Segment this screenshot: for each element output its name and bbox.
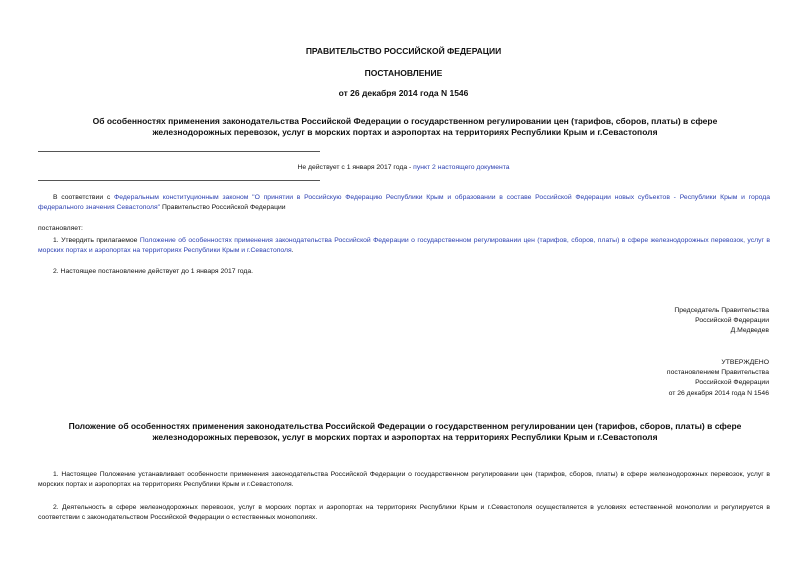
regulation-title-line2: железнодорожных перевозок, услуг в морских портах и аэропортах на территориях Республики Крым и г.Севастополя [152, 432, 658, 443]
top-divider [38, 151, 320, 152]
regulation-title-line1: Положение об особенностях применения законодательства Российской Федерации о государственном регулировании цен (тарифов, сборов, платы) в сфере [68, 421, 742, 431]
preamble-law-link[interactable]: Федеральным конституционным законом "О принятии в Российскую Федерацию Республики Крым и образовании в составе Российской Федерации новых субъектов - Республики Крым и города федерального значения Севастополя" [38, 194, 770, 211]
signature-line1: Председатель Правительства [674, 307, 769, 314]
bottom-divider [38, 180, 320, 181]
status-note-text: Не действует с 1 января 2017 года - [297, 164, 414, 171]
signature-block [674, 306, 769, 337]
signature-line3: Д.Медведев [730, 327, 769, 335]
approval-line1: УТВЕРЖДЕНО [721, 359, 769, 366]
item-1-regulation-link[interactable]: Положение об особенностях применения законодательства Российской Федерации о государственном регулировании цен (тарифов, сборов, платы) в сфере железнодорожных перевозок, услуг в морских портах и аэропортах на территориях Республики Крым и г.Севастополя [38, 237, 771, 254]
status-note [0, 164, 807, 172]
approval-block [667, 358, 769, 399]
document-date-number: от 26 декабря 2014 года N 1546 [338, 88, 469, 98]
document-title-line1: Об особенностях применения законодательства Российской Федерации о государственном регулировании цен (тарифов, сборов, платы) в сфере [92, 116, 718, 126]
approval-line3: Российской Федерации [695, 379, 769, 387]
regulation-paragraph-2: 2. Деятельность в сфере железнодорожных перевозок, услуг в морских портах и аэропортах на территориях Республики Крым и г.Севастополя осуществляется в условиях естественной монополии и регулируется в соответствии с законодательством Российской Федерации о естественных монополиях. [38, 504, 770, 521]
document-title [60, 116, 750, 138]
item-1-paragraph [38, 236, 770, 256]
approval-line2: постановлением Правительства [666, 369, 769, 377]
document-type-heading: ПОСТАНОВЛЕНИЕ [364, 68, 443, 78]
regulation-title [60, 421, 750, 443]
preamble-paragraph [38, 193, 770, 213]
preamble-tail: Правительство Российской Федерации [160, 203, 286, 211]
approval-line4: от 26 декабря 2014 года N 1546 [668, 389, 769, 397]
item-2-paragraph: 2. Настоящее постановление действует до 1 января 2017 года. [53, 268, 254, 275]
item-1-tail: . [291, 246, 294, 254]
resolves-text: постановляет: [38, 225, 83, 232]
item-1-lead: 1. Утвердить прилагаемое [53, 237, 140, 244]
document-title-line2: железнодорожных перевозок, услуг в морских портах и аэропортах на территориях Республики Крым и г.Севастополя [152, 127, 658, 138]
signature-line2: Российской Федерации [695, 317, 769, 325]
preamble-lead: В соответствии с [53, 194, 115, 201]
government-heading: ПРАВИТЕЛЬСТВО РОССИЙСКОЙ ФЕДЕРАЦИИ [305, 46, 502, 56]
regulation-paragraph-1: 1. Настоящее Положение устанавливает особенности применения законодательства Российской Федерации о государственном регулировании цен (тарифов, сборов, платы) в сфере железнодорожных перевозок, услуг в морских портах и аэропортах на территориях Республики Крым и г.Севастополя. [38, 471, 770, 488]
status-note-link[interactable]: пункт 2 настоящего документа [413, 164, 510, 171]
